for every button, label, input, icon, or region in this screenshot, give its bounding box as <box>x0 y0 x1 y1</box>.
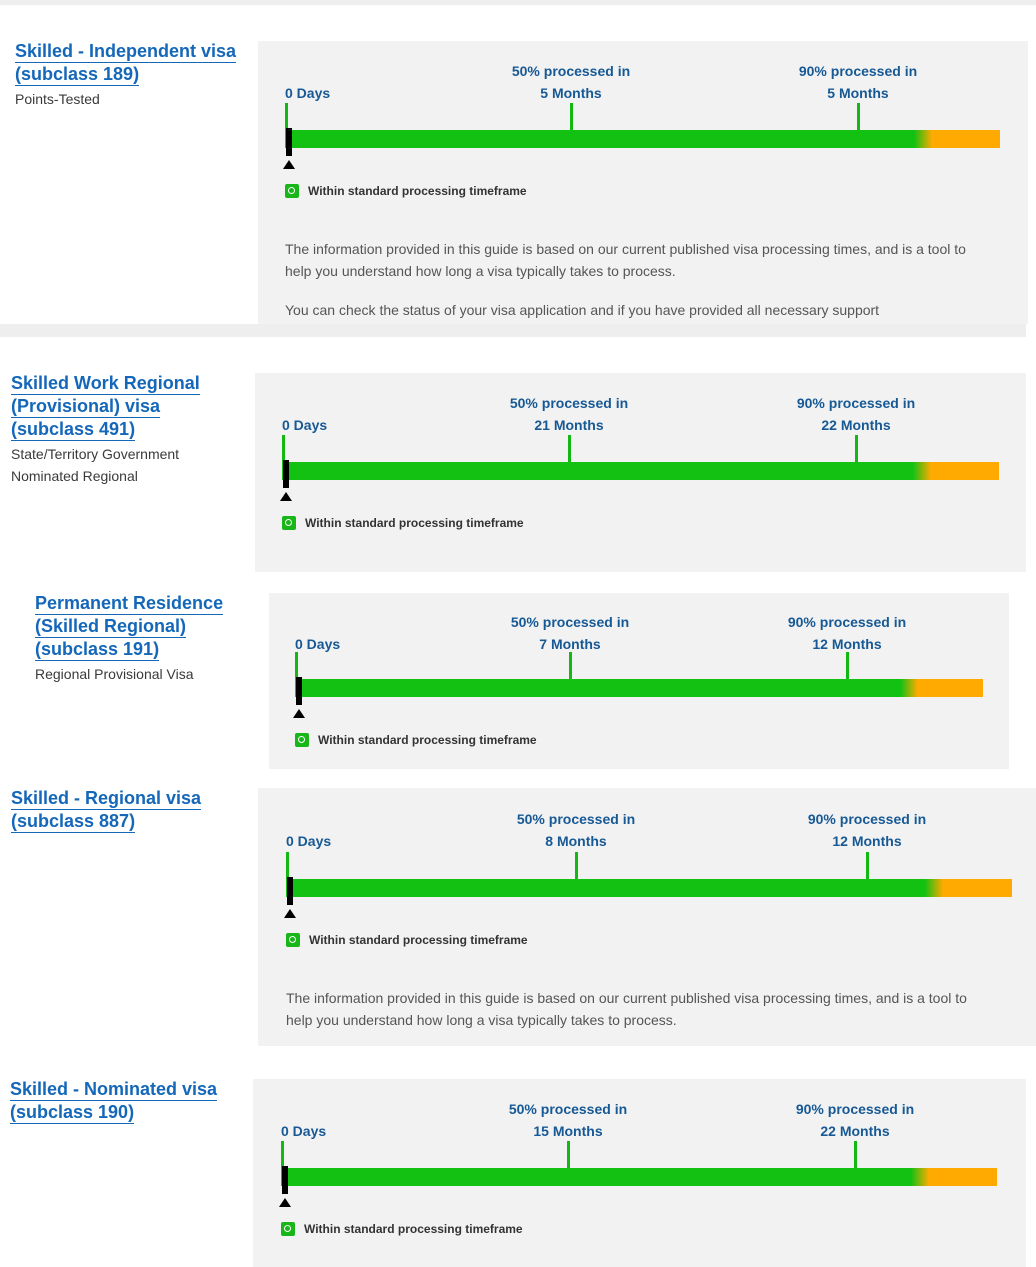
current-position-marker <box>296 677 302 705</box>
p90-value: 12 Months <box>812 636 882 652</box>
status-text: Within standard processing timeframe <box>305 516 524 530</box>
processing-description <box>285 238 988 324</box>
p90-tick <box>854 1141 857 1169</box>
p50-label: 50% processed in <box>509 395 629 411</box>
visa-title-line: Skilled Work Regional <box>11 373 200 393</box>
status-row <box>295 733 537 747</box>
description-paragraph: The information provided in this guide is based on our current published visa processing times, and is a tool to help you understand how long a visa typically takes to process. <box>286 990 967 1028</box>
visa-title-line: Permanent Residence <box>35 593 224 613</box>
status-text: Within standard processing timeframe <box>309 933 528 947</box>
visa-info <box>11 787 241 833</box>
p90-tick <box>855 435 858 463</box>
status-text: Within standard processing timeframe <box>304 1222 523 1236</box>
start-tick <box>282 435 285 463</box>
status-text: Within standard processing timeframe <box>308 184 527 198</box>
status-row <box>285 184 527 198</box>
visa-info <box>15 40 245 110</box>
description-paragraph: The information provided in this guide is based on our current published visa processing times, and is a tool to help you understand how long a visa typically takes to process. <box>285 241 966 279</box>
status-text: Within standard processing timeframe <box>318 733 537 747</box>
start-label: 0 Days <box>295 636 341 652</box>
p90-tick <box>866 852 869 880</box>
p90-tick <box>857 103 860 131</box>
p50-tick <box>567 1141 570 1169</box>
status-row <box>286 933 528 947</box>
visa-info <box>10 1078 240 1124</box>
visa-info <box>35 592 265 685</box>
visa-subtitle <box>35 663 265 685</box>
timer-icon <box>281 1222 295 1236</box>
p90-value: 5 Months <box>827 85 889 101</box>
timer-icon <box>295 733 309 747</box>
start-label: 0 Days <box>281 1123 327 1139</box>
visa-title-line: (subclass 189) <box>15 64 140 84</box>
visa-title-line: Skilled - Independent visa <box>15 41 237 61</box>
visa-title-line: (Skilled Regional) <box>35 616 187 636</box>
current-position-arrow-icon <box>283 160 295 169</box>
p50-tick <box>568 435 571 463</box>
p50-value: 5 Months <box>540 85 602 101</box>
current-position-marker <box>282 1166 288 1194</box>
timeline-bar <box>281 1168 997 1186</box>
timer-icon <box>285 184 299 198</box>
visa-title-link[interactable] <box>10 1078 240 1124</box>
start-label: 0 Days <box>285 85 331 101</box>
timeline-bar <box>295 679 983 697</box>
processing-panel <box>269 593 1009 769</box>
p50-label: 50% processed in <box>516 811 636 827</box>
p50-value: 7 Months <box>539 636 601 652</box>
top-divider <box>0 0 1036 5</box>
section-divider <box>0 324 1026 337</box>
processing-panel <box>258 41 1028 324</box>
visa-title-line: (Provisional) visa <box>11 396 161 416</box>
timeline-bar <box>286 879 1012 897</box>
p90-tick <box>846 652 849 680</box>
p50-label: 50% processed in <box>511 63 631 79</box>
p50-tick <box>570 103 573 131</box>
visa-title-link[interactable] <box>35 592 265 661</box>
timer-icon <box>286 933 300 947</box>
start-tick <box>285 103 288 131</box>
p50-value: 15 Months <box>533 1123 603 1139</box>
description-paragraph: You can check the status of your visa application and if you have provided all necessary support <box>285 302 880 318</box>
visa-title-link[interactable] <box>11 787 241 833</box>
p90-value: 12 Months <box>832 833 902 849</box>
p50-label: 50% processed in <box>508 1101 628 1117</box>
visa-title-line: Skilled - Regional visa <box>11 788 202 808</box>
visa-subtitle-line: Nominated Regional <box>11 468 138 484</box>
p90-value: 22 Months <box>821 417 891 433</box>
p50-value: 21 Months <box>534 417 604 433</box>
visa-subtitle-line: State/Territory Government <box>11 446 180 462</box>
timer-icon <box>282 516 296 530</box>
visa-title-line: (subclass 887) <box>11 811 136 831</box>
current-position-arrow-icon <box>284 909 296 918</box>
p50-value: 8 Months <box>545 833 607 849</box>
visa-title-line: (subclass 491) <box>11 419 136 439</box>
visa-title-link[interactable] <box>15 40 245 86</box>
status-row <box>281 1222 523 1236</box>
p90-label: 90% processed in <box>807 811 927 827</box>
visa-title-line: Skilled - Nominated visa <box>10 1079 218 1099</box>
processing-panel <box>255 373 1026 572</box>
p50-label: 50% processed in <box>510 614 630 630</box>
processing-panel <box>258 788 1036 1046</box>
p90-label: 90% processed in <box>796 395 916 411</box>
current-position-arrow-icon <box>293 709 305 718</box>
current-position-arrow-icon <box>280 492 292 501</box>
processing-panel <box>253 1079 1026 1267</box>
current-position-arrow-icon <box>279 1198 291 1207</box>
start-label: 0 Days <box>286 833 332 849</box>
current-position-marker <box>287 877 293 905</box>
visa-title-link[interactable] <box>11 372 241 441</box>
p90-label: 90% processed in <box>798 63 918 79</box>
status-row <box>282 516 524 530</box>
p90-value: 22 Months <box>820 1123 890 1139</box>
processing-description <box>286 987 996 1046</box>
visa-info <box>11 372 241 487</box>
current-position-marker <box>286 128 292 156</box>
p90-label: 90% processed in <box>795 1101 915 1117</box>
visa-subtitle-line: Regional Provisional Visa <box>35 666 194 682</box>
p50-tick <box>575 852 578 880</box>
start-tick <box>281 1141 284 1169</box>
visa-title-line: (subclass 190) <box>10 1102 135 1122</box>
visa-title-line: (subclass 191) <box>35 639 160 659</box>
visa-subtitle <box>11 443 241 487</box>
current-position-marker <box>283 460 289 488</box>
visa-subtitle <box>15 88 245 110</box>
start-label: 0 Days <box>282 417 328 433</box>
timeline-bar <box>285 130 1000 148</box>
start-tick <box>286 852 289 880</box>
visa-subtitle-line: Points-Tested <box>15 91 100 107</box>
start-tick <box>295 652 298 680</box>
p90-label: 90% processed in <box>787 614 907 630</box>
timeline-bar <box>282 462 999 480</box>
p50-tick <box>569 652 572 680</box>
